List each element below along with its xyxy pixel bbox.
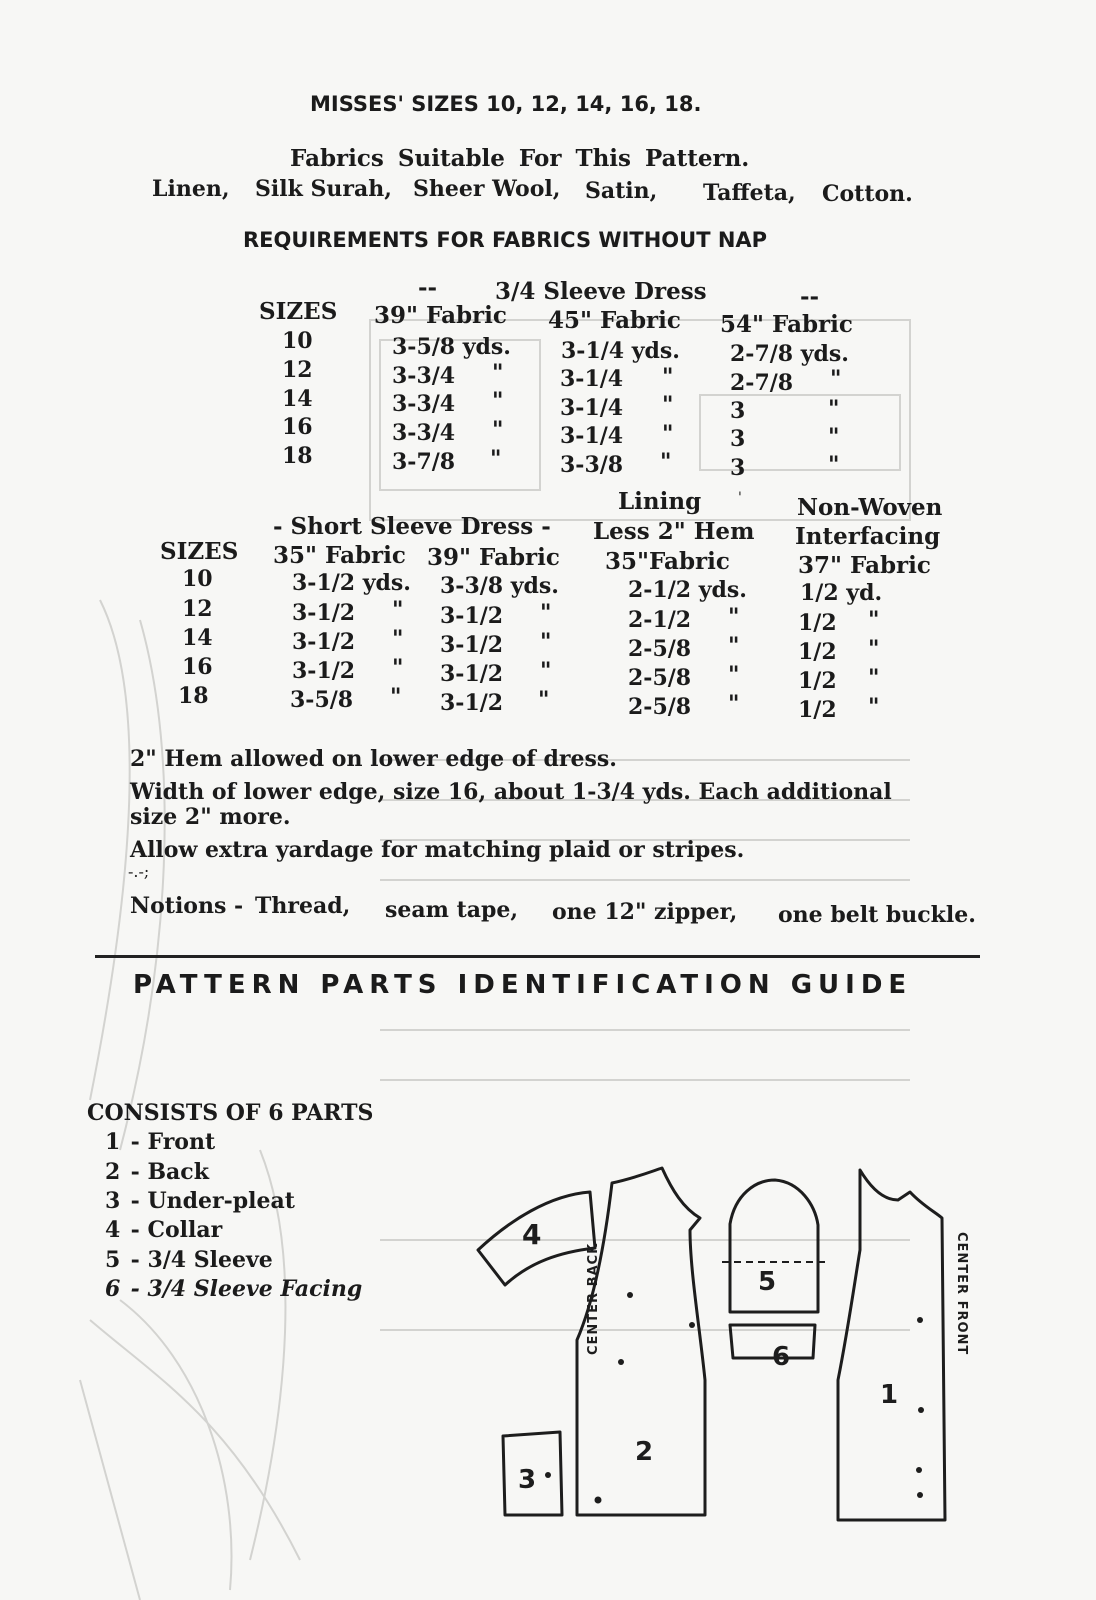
table1-cell: 3-3/4 [392,363,456,389]
front-piece [838,1170,945,1520]
ditto-mark: " [828,396,840,422]
table2-cell: 1/2 [798,697,837,723]
table2-cell: 2-5/8 [628,636,692,662]
table2-cell: 1/2 [798,668,837,694]
ditto-mark: " [868,607,880,633]
ditto-mark: " [728,604,740,630]
table2-lining-title: Lining [618,488,702,515]
table2-cell: 3-1/2 [440,690,504,716]
table1-cell: 3-7/8 [392,449,456,475]
stray-mark: -.-; [128,862,150,881]
table1-cell: 3-1/4 [560,395,624,421]
table2-cell: 3-5/8 [290,687,354,713]
ditto-mark: " [540,600,552,626]
ditto-mark: " [728,691,740,717]
table1-cell: 3 [730,455,746,481]
table1-col-39: 39" Fabric [374,302,507,329]
notions-thread: Thread, [255,893,351,919]
ditto-mark: " [662,392,674,418]
table1-cell: 3-5/8 yds. [392,334,511,360]
table1-size: 18 [282,443,313,469]
piece-label-1: 1 [880,1380,899,1410]
table2-cell: 3-1/2 [440,632,504,658]
table2-cell: 3-1/2 yds. [292,570,411,596]
fabric-satin: Satin, [585,178,658,204]
table1-size: 14 [282,386,313,412]
fabric-sheer-wool: Sheer Wool, [413,176,561,202]
table1-size: 12 [282,357,313,383]
ditto-mark: " [728,662,740,688]
ditto-mark: " [660,449,672,475]
piece-label-3: 3 [518,1465,537,1495]
table2-size: 16 [182,654,213,680]
table2-cell: 2-5/8 [628,665,692,691]
table1-cell: 2-7/8 yds. [730,341,849,367]
ditto-mark: " [868,665,880,691]
ditto-mark: " [490,446,502,472]
ditto-mark: " [830,366,842,392]
table1-dash-right: -- [800,283,820,310]
ditto-mark: " [492,417,504,443]
table2-col-39: 39" Fabric [427,544,560,571]
table2-cell: 1/2 [798,610,837,636]
ditto-mark: " [828,452,840,478]
fabric-taffeta: Taffeta, [703,180,796,206]
ditto-mark: " [662,421,674,447]
part-item-under-pleat: 3 - Under-pleat [105,1188,295,1214]
part-item-sleeve-facing: 6 - 3/4 Sleeve Facing [105,1276,363,1302]
table2-cell: 3-3/8 yds. [440,573,559,599]
ditto-mark: " [492,388,504,414]
table1-cell: 3-1/4 [560,366,624,392]
table2-cell: 2-5/8 [628,694,692,720]
center-back-label: CENTER BACK [586,1242,601,1355]
table2-col-37: 37" Fabric [798,552,931,579]
ditto-mark: " [868,636,880,662]
table2-nonwoven-title: Non-Woven [797,494,943,521]
ditto-mark: " [392,655,404,681]
table2-cell: 3-1/2 [292,629,356,655]
table1-cell: 2-7/8 [730,370,794,396]
ditto-mark: " [828,424,840,450]
width-note-line1: Width of lower edge, size 16, about 1-3/4 yds. Each additional [130,779,892,805]
ditto-mark: " [540,629,552,655]
requirements-heading: REQUIREMENTS FOR FABRICS WITHOUT NAP [243,228,768,252]
table1-cell: 3-3/8 [560,452,624,478]
fabrics-heading: Fabrics Suitable For This Pattern. [290,145,750,172]
width-note-line2: size 2" more. [130,804,291,830]
piece-label-5: 5 [758,1267,777,1297]
notions-label: Notions - [130,893,244,919]
ditto-mark: " [392,626,404,652]
part-item-back: 2 - Back [105,1159,209,1185]
piece-label-2: 2 [635,1437,654,1467]
table2-group-title: - Short Sleeve Dress - [273,513,551,540]
table1-cell: 3 [730,398,746,424]
table2-cell: 1/2 [798,639,837,665]
piece-label-4: 4 [522,1218,542,1251]
part-item-sleeve: 5 - 3/4 Sleeve [105,1247,273,1273]
plaid-note: Allow extra yardage for matching plaid or stripes. [130,837,745,863]
sizes-title: MISSES' SIZES 10, 12, 14, 16, 18. [310,92,702,116]
ditto-mark: " [662,364,674,390]
ditto-mark: " [492,360,504,386]
fabric-linen: Linen, [152,176,230,202]
table1-size: 16 [282,414,313,440]
parts-count-heading: CONSISTS OF 6 PARTS [87,1100,374,1126]
table2-size: 18 [178,683,209,709]
table1-cell: 3 [730,426,746,452]
table2-nonwoven-sub: Interfacing [795,523,941,550]
table2-cell: 2-1/2 [628,607,692,633]
table1-dash-left: -- [418,274,438,301]
stray-mark: ' [738,490,742,506]
table2-cell: 3-1/2 [440,603,504,629]
piece-label-6: 6 [772,1342,791,1372]
part-item-collar: 4 - Collar [105,1217,223,1243]
table2-sizes-label: SIZES [160,538,239,565]
table2-cell: 3-1/2 [440,661,504,687]
table2-cell: 3-1/2 [292,658,356,684]
hem-note: 2" Hem allowed on lower edge of dress. [130,746,617,772]
table1-cell: 3-3/4 [392,420,456,446]
table2-size: 12 [182,596,213,622]
table1-size: 10 [282,328,313,354]
table2-cell: 2-1/2 yds. [628,577,747,603]
ditto-mark: " [728,633,740,659]
ditto-mark: " [540,658,552,684]
table1-cell: 3-1/4 [560,423,624,449]
ditto-mark: " [538,687,550,713]
table2-size: 14 [182,625,213,651]
center-front-label: CENTER FRONT [954,1232,969,1356]
ditto-mark: " [390,684,402,710]
table2-lining-sub: Less 2" Hem [593,518,755,545]
table1-cell: 3-3/4 [392,391,456,417]
guide-title: PATTERN PARTS IDENTIFICATION GUIDE [133,970,913,1000]
table1-col-54: 54" Fabric [720,311,853,338]
notions-belt-buckle: one belt buckle. [778,902,976,928]
table2-col-lining: 35"Fabric [605,548,730,575]
fabric-silk-surah: Silk Surah, [255,176,392,202]
table2-size: 10 [182,566,213,592]
table2-cell: 3-1/2 [292,600,356,626]
notions-seam-tape: seam tape, [385,897,519,923]
table1-group-title: 3/4 Sleeve Dress [495,278,707,305]
notions-zipper: one 12" zipper, [552,899,738,925]
table1-sizes-label: SIZES [259,298,338,325]
fabric-cotton: Cotton. [822,181,913,207]
table2-cell: 1/2 yd. [800,580,883,606]
part-item-front: 1 - Front [105,1129,216,1155]
table1-cell: 3-1/4 yds. [561,338,680,364]
ditto-mark: " [392,597,404,623]
table2-col-35: 35" Fabric [273,542,406,569]
table1-col-45: 45" Fabric [548,307,681,334]
ditto-mark: " [868,694,880,720]
